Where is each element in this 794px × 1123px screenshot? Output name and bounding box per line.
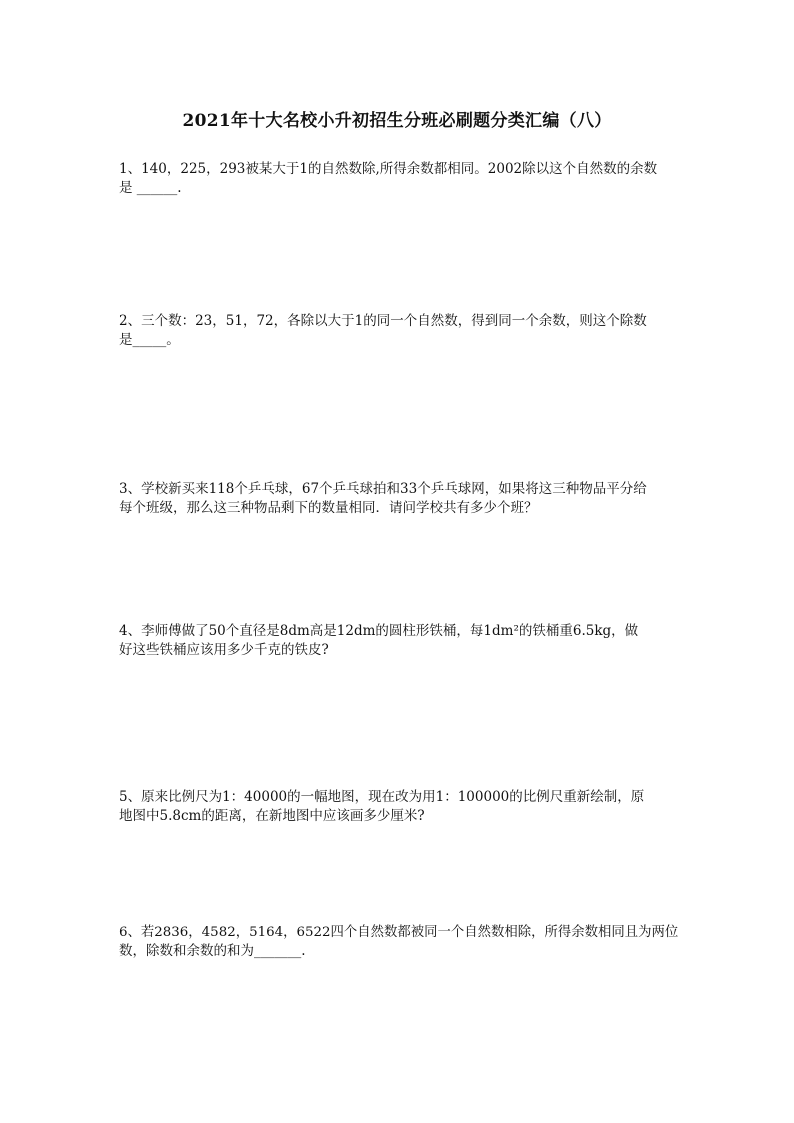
problem-5: [119, 788, 679, 826]
problem-6-line-2: 数，除数和余数的和为_______.: [119, 943, 306, 959]
problem-4: [119, 622, 679, 660]
problem-3: [119, 480, 679, 518]
problem-4-line-1: 4、李师傅做了50个直径是8dm高是12dm的圆柱形铁桶，每1dm²的铁桶重6.5kg，做: [119, 623, 639, 639]
problem-6: [119, 923, 679, 961]
problem-1: [119, 160, 679, 198]
problem-5-line-2: 地图中5.8cm的距离，在新地图中应该画多少厘米?: [119, 808, 425, 824]
problem-6-line-1: 6、若2836，4582，5164，6522四个自然数都被同一个自然数相除，所得余数相同且为两位: [119, 925, 679, 940]
problem-1-line-2: 是 ______.: [119, 180, 182, 196]
problem-3-line-1: 3、学校新买来118个乒乓球，67个乒乓球拍和33个乒乓球网，如果将这三种物品平分给: [119, 481, 647, 497]
problem-1-line-1: 1、140，225，293被某大于1的自然数除,所得余数都相同。2002除以这个自然数的余数: [119, 161, 658, 177]
problem-2-line-2: 是_____。: [119, 332, 180, 348]
problem-2-line-1: 2、三个数：23，51，72，各除以大于1的同一个自然数，得到同一个余数，则这个除数: [119, 313, 647, 329]
page-title: 2021年十大名校小升初招生分班必刷题分类汇编（八）: [182, 111, 612, 131]
problem-4-line-2: 好这些铁桶应该用多少千克的铁皮?: [119, 642, 329, 658]
problem-5-line-1: 5、原来比例尺为1：40000的一幅地图，现在改为用1：100000的比例尺重新绘制，原: [119, 789, 645, 805]
problem-2: [119, 312, 679, 350]
problem-3-line-2: 每个班级，那么这三种物品剩下的数量相同．请问学校共有多少个班？: [119, 500, 538, 516]
